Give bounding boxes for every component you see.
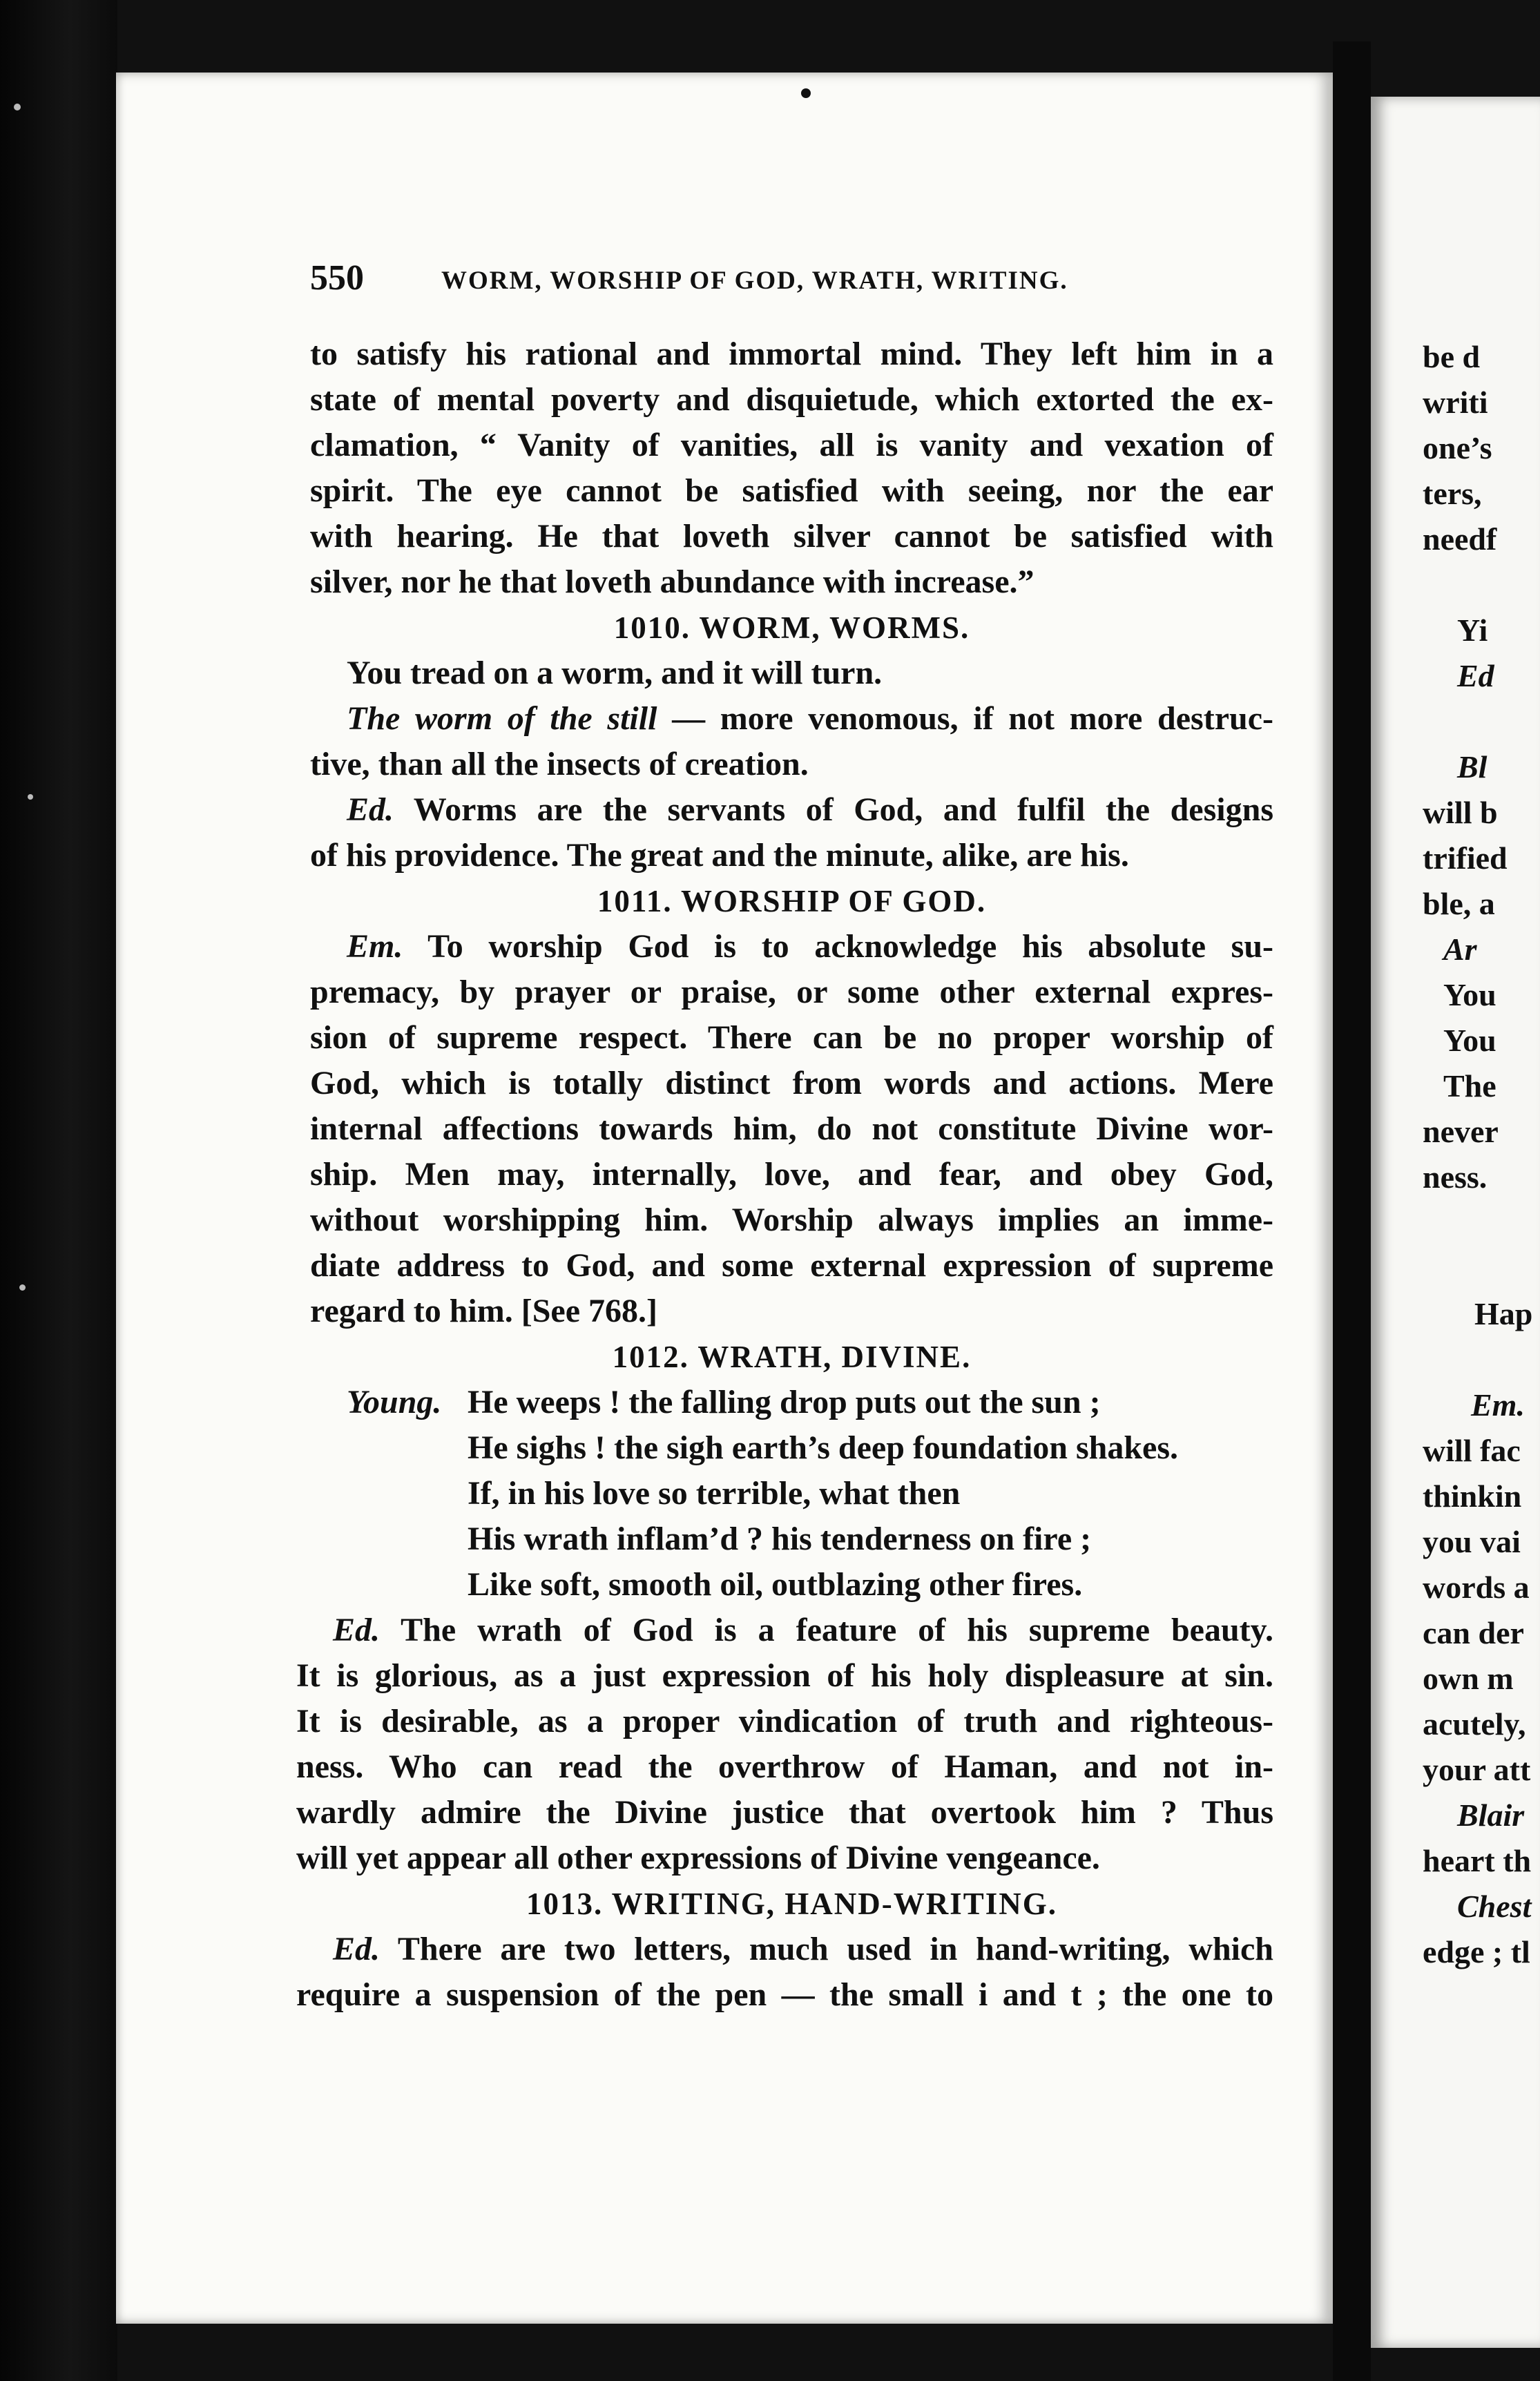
- text-run: He weeps ! the falling drop puts out the sun ;: [468, 1384, 1101, 1420]
- scan-speck: [14, 104, 21, 110]
- text-line: without worshipping him. Worship always implies an imme-: [310, 1202, 1273, 1238]
- entry-heading-1013: 1013. WRITING, HAND-WRITING.: [526, 1887, 1057, 1921]
- facing-text: own m: [1423, 1661, 1514, 1696]
- facing-text: You: [1443, 977, 1496, 1012]
- facing-text: Em.: [1471, 1387, 1525, 1423]
- text-run: There are two letters, much used in hand-writing, which: [380, 1931, 1273, 1967]
- entry-heading-1010: 1010. WORM, WORMS.: [613, 610, 970, 645]
- text-line: spirit. The eye cannot be satisfied with seeing, nor the ear: [310, 472, 1273, 509]
- text-run: — more venomous, if not more destruc-: [657, 700, 1273, 737]
- text-line: to satisfy his rational and immortal mind. They left him in a: [310, 336, 1273, 372]
- text-line: state of mental poverty and disquietude, which extorted the ex-: [310, 381, 1273, 418]
- facing-text: The: [1443, 1068, 1496, 1103]
- text-line: wardly admire the Divine justice that overtook him ? Thus: [296, 1794, 1273, 1831]
- text-line: [310, 696, 1273, 742]
- verse-line: He sighs ! the sigh earth’s deep foundation shakes.: [468, 1429, 1179, 1466]
- text-line: will yet appear all other expressions of Divine vengeance.: [296, 1840, 1100, 1876]
- facing-text: acutely,: [1423, 1706, 1526, 1742]
- facing-text: you vai: [1423, 1524, 1521, 1559]
- entry-author: Ed.: [347, 791, 394, 828]
- verse-author: Young.: [347, 1384, 442, 1420]
- entry-heading-1012: 1012. WRATH, DIVINE.: [612, 1340, 972, 1374]
- text-run: To worship God is to acknowledge his absolute su-: [403, 928, 1273, 965]
- facing-text: Yi: [1457, 613, 1488, 648]
- scan-speck: [19, 1284, 26, 1291]
- facing-text: can der: [1423, 1615, 1524, 1650]
- intro-paragraph: [310, 331, 1273, 605]
- facing-text: your att: [1423, 1752, 1531, 1787]
- facing-text: Blair: [1457, 1797, 1525, 1833]
- book-gutter: [1333, 41, 1371, 2381]
- facing-text: writi: [1423, 385, 1488, 420]
- text-line: ship. Men may, internally, love, and fear, and obey God,: [310, 1156, 1273, 1193]
- text-line: regard to him. [See 768.]: [310, 1293, 658, 1329]
- entry-author: The worm of the still: [347, 700, 657, 737]
- text-line: silver, nor he that loveth abundance with increase.”: [310, 563, 1034, 600]
- facing-text: ness.: [1423, 1159, 1488, 1195]
- facing-text: Bl: [1457, 749, 1488, 784]
- facing-text: You: [1443, 1023, 1496, 1058]
- text-line: with hearing. He that loveth silver cannot be satisfied with: [310, 518, 1273, 555]
- facing-text: heart th: [1423, 1843, 1532, 1878]
- text-line: [296, 1608, 1273, 1653]
- running-head-title: WORM, WORSHIP OF GOD, WRATH, WRITING.: [441, 267, 1068, 295]
- facing-text: ble, a: [1423, 886, 1495, 921]
- text-line: premacy, by prayer or praise, or some other external expres-: [310, 974, 1273, 1010]
- facing-text: words a: [1423, 1570, 1530, 1605]
- text-line: clamation, “ Vanity of vanities, all is vanity and vexation of: [310, 427, 1273, 463]
- facing-text: ters,: [1423, 476, 1482, 511]
- facing-text: Hap: [1474, 1296, 1533, 1331]
- page-body: [296, 331, 1273, 2018]
- facing-text: Ar: [1443, 932, 1477, 967]
- facing-text: Ed: [1457, 658, 1494, 693]
- scan-speck: [28, 794, 33, 800]
- text-line: tive, than all the insects of creation.: [310, 746, 809, 782]
- text-line: [296, 1927, 1273, 1972]
- facing-text: trified: [1423, 840, 1508, 876]
- text-line: diate address to God, and some external expression of supreme: [310, 1247, 1273, 1284]
- verse-line: [310, 1380, 1273, 1425]
- facing-text: be d: [1423, 339, 1481, 374]
- facing-text: never: [1423, 1114, 1499, 1149]
- text-line: [310, 924, 1273, 970]
- facing-text: thinkin: [1423, 1478, 1522, 1514]
- running-head: [310, 258, 1263, 306]
- text-run: The wrath of God is a feature of his supreme beauty.: [380, 1612, 1273, 1648]
- ink-dot: [801, 88, 811, 98]
- facing-text: will fac: [1423, 1433, 1521, 1468]
- verse-line: If, in his love so terrible, what then: [468, 1475, 961, 1512]
- facing-text: needf: [1423, 521, 1497, 557]
- text-line: require a suspension of the pen — the small i and t ; the one to: [296, 1976, 1273, 2013]
- text-line: God, which is totally distinct from words and actions. Mere: [310, 1065, 1273, 1101]
- text-line: It is glorious, as a just expression of his holy displeasure at sin.: [296, 1657, 1273, 1694]
- verse-line: His wrath inflam’d ? his tenderness on fire ;: [468, 1521, 1092, 1557]
- facing-text: edge ; tl: [1423, 1934, 1530, 1969]
- text-line: You tread on a worm, and it will turn.: [347, 655, 883, 691]
- text-line: It is desirable, as a proper vindication of truth and righteous-: [296, 1703, 1273, 1739]
- text-line: of his providence. The great and the minute, alike, are his.: [310, 837, 1129, 874]
- entry-author: Em.: [347, 928, 403, 965]
- entry-author: Ed.: [333, 1931, 381, 1967]
- facing-text: Chest: [1457, 1889, 1532, 1924]
- text-line: sion of supreme respect. There can be no proper worship of: [310, 1019, 1273, 1056]
- facing-text: will b: [1423, 795, 1498, 830]
- entry-author: Ed.: [333, 1612, 381, 1648]
- text-line: ness. Who can read the overthrow of Haman, and not in-: [296, 1748, 1273, 1785]
- text-run: Worms are the servants of God, and fulfil the designs: [394, 791, 1273, 828]
- facing-text: one’s: [1423, 430, 1492, 465]
- page-number: 550: [310, 258, 364, 298]
- entry-heading-1011: 1011. WORSHIP OF GOD.: [597, 884, 987, 918]
- text-line: [310, 787, 1273, 833]
- text-line: internal affections towards him, do not constitute Divine wor-: [310, 1110, 1273, 1147]
- verse-line: Like soft, smooth oil, outblazing other fires.: [468, 1566, 1083, 1603]
- scan-border-left: [0, 0, 117, 2381]
